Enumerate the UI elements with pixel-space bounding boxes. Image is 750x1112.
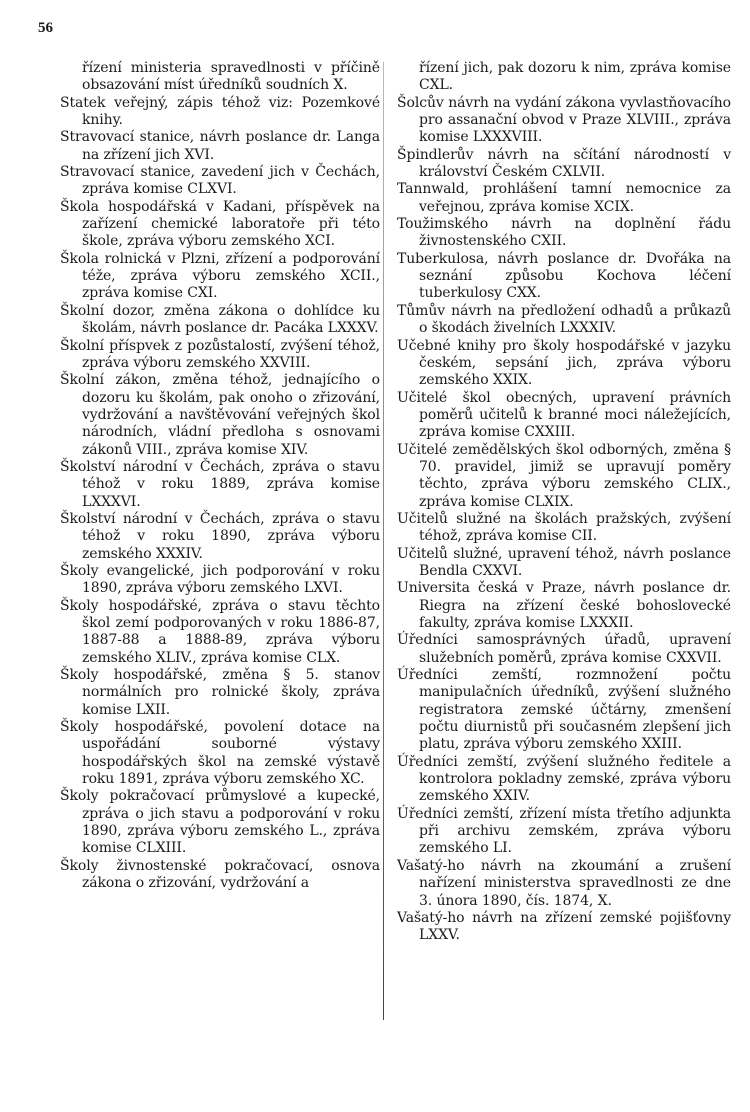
index-entry: Stravovací stanice, návrh poslance dr. Langa na zřízení jich XVI. bbox=[60, 129, 380, 163]
index-entry: Učitelé zemědělských škol odborných, změna § 70. pravidel, jimiž se upravují poměry těchto, zpráva výboru zemského CLIX., zpráva komise CLXIX. bbox=[397, 441, 731, 510]
index-entry: Škola hospodářská v Kadani, příspěvek na zařízení chemické laboratoře při této škole, zpráva výboru zemského XCI. bbox=[60, 198, 380, 250]
index-entry: řízení jich, pak dozoru k nim, zpráva komise CXL. bbox=[419, 60, 731, 94]
index-entry: Vašatý-ho návrh na zkoumání a zrušení nařízení ministerstva spravedlnosti ze dne 3. února 1890, čís. 1874, X. bbox=[397, 857, 731, 909]
index-entry: Úředníci zemští, rozmnožení počtu manipulačních úředníků, zvýšení služného registratora zemské účtárny, zmenšení počtu diurnistů při současném zlepšení jich platu, zpráva výboru zemského XXIII. bbox=[397, 667, 731, 753]
index-entry: Učitelů služné, upravení téhož, návrh poslance Bendla CXXVI. bbox=[397, 545, 731, 579]
index-entry: Učitelé škol obecných, upravení právních poměrů učitelů k branné moci náležejících, zpráva komise CXXIII. bbox=[397, 389, 731, 441]
page-number: 56 bbox=[38, 20, 53, 36]
index-entry: Školní zákon, změna téhož, jednajícího o dozoru ku školám, pak onoho o zřizování, vydržování a navštěvování veřejných škol národních, vládní předloha s osnovami zákonů VIII., zpráva komise XIV. bbox=[60, 372, 380, 458]
index-entry: Škola rolnická v Plzni, zřízení a podporování téže, zpráva výboru zemského XCII., zpráva komise CXI. bbox=[60, 250, 380, 302]
index-entry: Školy evangelické, jich podporování v roku 1890, zpráva výboru zemského LXVI. bbox=[60, 562, 380, 597]
index-entry: Stravovací stanice, zavedení jich v Čechách, zpráva komise CLXVI. bbox=[60, 164, 380, 198]
index-entry: Školy pokračovací průmyslové a kupecké, zpráva o jich stavu a podporování v roku 1890, zpráva výboru zemského L., zpráva komise CLXIII. bbox=[60, 788, 380, 857]
index-entry: Universita česká v Praze, návrh poslance dr. Riegra na zřízení české bohoslovecké fakulty, zpráva komise LXXXII. bbox=[397, 580, 731, 631]
index-entry: Špindlerův návrh na sčítání národností v království Českém CXLVII. bbox=[397, 146, 731, 181]
index-entry: Tuberkulosa, návrh poslance dr. Dvořáka na seznání způsobu Kochova léčení tuberkulosy CXX. bbox=[397, 250, 731, 302]
index-entry: Školy živnostenské pokračovací, osnova zákona o zřizování, vydržování a bbox=[60, 857, 380, 892]
index-entry: Školní příspvek z pozůstalostí, zvýšení téhož, zpráva výboru zemského XXVIII. bbox=[60, 337, 380, 371]
index-entry: Toužimského návrh na doplnění řádu živnostenského CXII. bbox=[397, 216, 731, 250]
index-entry: Školní dozor, změna zákona o dohlídce ku školám, návrh poslance dr. Pacáka LXXXV. bbox=[60, 302, 380, 337]
index-entry: Učitelů služné na školách pražských, zvýšení téhož, zpráva komise CII. bbox=[397, 510, 731, 545]
index-entry: Úředníci zemští, zvýšení služného ředitele a kontrolora pokladny zemské, zpráva výboru zemského XXIV. bbox=[397, 753, 731, 805]
index-entry: Vašatý-ho návrh na zřízení zemské pojišťovny LXXV. bbox=[397, 909, 731, 944]
index-entry: Úředníci zemští, zřízení místa třetího adjunkta při archivu zemském, zpráva výboru zemského LI. bbox=[397, 805, 731, 857]
index-entry: Učebné knihy pro školy hospodářské v jazyku českém, sepsání jich, zpráva výboru zemského XXIX. bbox=[397, 337, 731, 389]
index-entry: Školství národní v Čechách, zpráva o stavu téhož v roku 1889, zpráva komise LXXXVI. bbox=[60, 458, 380, 510]
index-entry: Statek veřejný, zápis téhož viz: Pozemkové knihy. bbox=[60, 94, 380, 129]
index-entry: Šolcův návrh na vydání zákona vyvlastňovacího pro assanační obvod v Praze XLVIII., zpráva komise LXXXVIII. bbox=[397, 94, 731, 146]
index-entry: Školství národní v Čechách, zpráva o stavu téhož v roku 1890, zpráva výboru zemského XXXIV. bbox=[60, 510, 380, 562]
index-entry: Úředníci samosprávných úřadů, upravení služebních poměrů, zpráva komise CXXVII. bbox=[397, 632, 731, 666]
index-entry: Školy hospodářské, zpráva o stavu těchto škol zemí podporovaných v roku 1886-87, 1887-88 a 1888-89, zpráva výboru zemského XLIV., zpráva komise CLX. bbox=[60, 597, 380, 666]
index-entry: řízení ministeria spravedlnosti v příčině obsazování míst úředníků soudních X. bbox=[82, 60, 380, 94]
index-entry: Tůmův návrh na předložení odhadů a průkazů o škodách živelních LXXXIV. bbox=[397, 302, 731, 337]
column-divider bbox=[383, 62, 384, 1020]
index-entry: Tannwald, prohlášení tamní nemocnice za veřejnou, zpráva komise XCIX. bbox=[397, 181, 731, 215]
index-entry: Školy hospodářské, změna § 5. stanov normálních pro rolnické školy, zpráva komise LXII. bbox=[60, 667, 380, 718]
index-column-left bbox=[60, 60, 380, 893]
index-column-right bbox=[397, 60, 731, 945]
index-entry: Školy hospodářské, povolení dotace na uspořádání souborné výstavy hospodářských škol na zemské výstavě roku 1891, zpráva výboru zemského XC. bbox=[60, 719, 380, 788]
